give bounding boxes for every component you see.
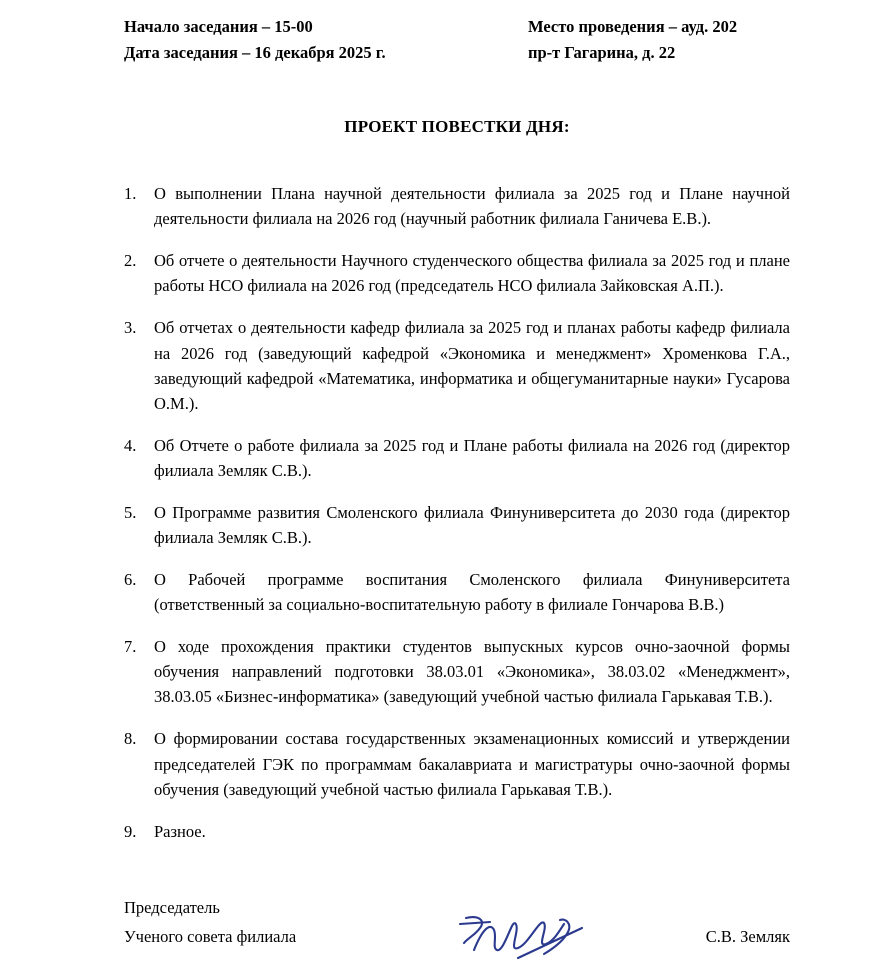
agenda-item-text: О формировании состава государственных экзаменационных комиссий и утверждении председателей ГЭК по программам бакалавриата и магистратуры очно-заочной формы обучения (заведующий учебной частью филиала Гарькавая Т.В.). xyxy=(154,729,790,799)
signature-name: С.В. Земляк xyxy=(705,926,790,946)
agenda-item xyxy=(124,819,790,844)
agenda-item xyxy=(124,567,790,617)
agenda-item-number: 1. xyxy=(124,184,137,204)
agenda-list xyxy=(124,181,790,844)
meeting-header-left-column xyxy=(124,14,528,65)
agenda-item xyxy=(124,181,790,231)
meeting-location: Место проведения – ауд. 202 xyxy=(528,17,738,36)
agenda-item-text: Об отчетах о деятельности кафедр филиала за 2025 год и планах работы кафедр филиала на 2026 год (заведующий кафедрой «Экономика и менеджмент» Хроменкова Г.А., заведующий кафедрой «Математика, информатика и общегуманитарные науки» Гусарова О.М.). xyxy=(154,318,790,413)
agenda-item-number: 8. xyxy=(124,729,137,749)
agenda-item-text: Разное. xyxy=(154,821,206,841)
agenda-item-text: О Рабочей программе воспитания Смоленского филиала Финуниверситета (ответственный за социально-воспитательную работу в филиале Гончарова В.В.) xyxy=(154,570,790,615)
agenda-item xyxy=(124,634,790,709)
agenda-item-number: 9. xyxy=(124,821,137,841)
agenda-item-number: 4. xyxy=(124,435,137,455)
signature-role-line-1: Председатель xyxy=(124,897,220,917)
meeting-address: пр-т Гагарина, д. 22 xyxy=(528,42,676,62)
document-content xyxy=(124,14,790,952)
agenda-item-number: 7. xyxy=(124,637,137,657)
agenda-item-number: 2. xyxy=(124,251,137,271)
agenda-item xyxy=(124,315,790,415)
page-title: ПРОЕКТ ПОВЕСТКИ ДНЯ: xyxy=(344,117,570,137)
agenda-item-text: О Программе развития Смоленского филиала Финуниверситета до 2030 года (директор филиала Земляк С.В.). xyxy=(154,502,790,547)
signature-block xyxy=(124,894,790,952)
agenda-item xyxy=(124,726,790,801)
agenda-item xyxy=(124,248,790,298)
agenda-item xyxy=(124,433,790,483)
agenda-item-number: 5. xyxy=(124,502,137,522)
agenda-item-number: 6. xyxy=(124,570,137,590)
agenda-item-text: Об Отчете о работе филиала за 2025 год и Плане работы филиала на 2026 год (директор филиала Земляк С.В.). xyxy=(154,435,790,480)
agenda-item-text: О ходе прохождения практики студентов выпускных курсов очно-заочной формы обучения направлений подготовки 38.03.01 «Экономика», 38.03.02 «Менеджмент», 38.03.05 «Бизнес-информатика» (заведующий учебной частью филиала Гарькавая Т.В.). xyxy=(154,637,790,707)
meeting-start-time: Начало заседания – 15-00 xyxy=(124,17,313,36)
agenda-item-number: 3. xyxy=(124,318,137,338)
signature-role-line-2: Ученого совета филиала xyxy=(124,926,297,946)
agenda-item xyxy=(124,500,790,550)
agenda-item-text: Об отчете о деятельности Научного студенческого общества филиала за 2025 год и плане работы НСО филиала на 2026 год (председатель НСО филиала Зайковская А.П.). xyxy=(154,251,790,296)
meeting-header xyxy=(124,14,790,65)
agenda-item-text: О выполнении Плана научной деятельности филиала за 2025 год и Плане научной деятельности филиала на 2026 год (научный работник филиала Ганичева Е.В.). xyxy=(154,184,790,229)
meeting-date: Дата заседания – 16 декабря 2025 г. xyxy=(124,42,386,62)
meeting-header-right-column xyxy=(528,14,790,65)
